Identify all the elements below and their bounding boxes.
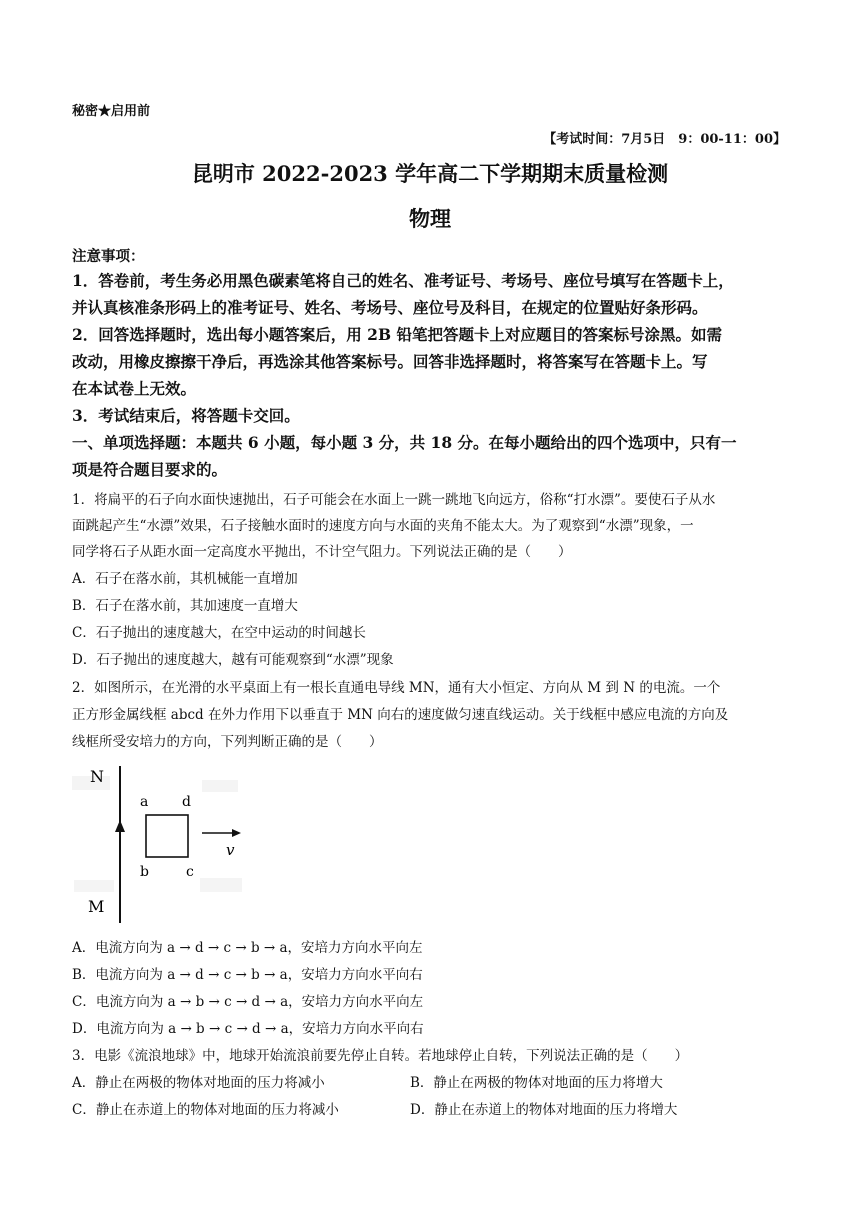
label-c: c xyxy=(186,864,194,880)
subject-title: 物理 xyxy=(409,206,451,231)
question-1-stem: 同学将石子从距水面一定高度水平抛出，不计空气阻力。下列说法正确的是（ ） xyxy=(72,544,572,560)
question-3-stem: 3．电影《流浪地球》中，地球开始流浪前要先停止自转。若地球停止自转，下列说法正确的是（ ） xyxy=(72,1048,689,1064)
question-2-option-c: C．电流方向为 a → b → c → d → a，安培力方向水平向左 xyxy=(72,994,424,1010)
velocity-arrow-icon xyxy=(232,829,241,837)
question-1-stem: 1．将扁平的石子向水面快速抛出，石子可能会在水面上一跳一跳地飞向远方，俗称“打水漂”。要使石子从水 xyxy=(72,492,716,508)
label-d: d xyxy=(182,794,191,810)
question-3-option-d: D．静止在赤道上的物体对地面的压力将增大 xyxy=(410,1102,678,1118)
question-2-option-b: B．电流方向为 a → d → c → b → a，安培力方向水平向右 xyxy=(72,967,423,983)
question-2-option-d: D．电流方向为 a → b → c → d → a，安培力方向水平向右 xyxy=(72,1021,424,1037)
question-3-option-c: C．静止在赤道上的物体对地面的压力将减小 xyxy=(72,1102,339,1118)
square-loop xyxy=(146,815,188,857)
wire-loop-figure xyxy=(60,758,260,928)
question-3-option-b: B．静止在两极的物体对地面的压力将增大 xyxy=(410,1075,663,1091)
label-m: M xyxy=(88,897,105,916)
question-1-option-c: C．石子抛出的速度越大，在空中运动的时间越长 xyxy=(72,625,366,641)
current-arrow-icon xyxy=(115,820,125,832)
notice-line: 1．答卷前，考生务必用黑色碳素笔将自己的姓名、准考证号、考场号、座位号填写在答题卡上， xyxy=(72,271,734,290)
question-2-stem: 线框所受安培力的方向，下列判断正确的是（ ） xyxy=(72,734,383,750)
label-b: b xyxy=(140,864,149,880)
question-1-option-a: A．石子在落水前，其机械能一直增加 xyxy=(72,571,298,587)
question-2-option-a: A．电流方向为 a → d → c → b → a，安培力方向水平向左 xyxy=(72,940,423,956)
label-a: a xyxy=(140,794,149,810)
notice-line: 并认真核准条形码上的准考证号、姓名、考场号、座位号及科目，在规定的位置贴好条形码。 xyxy=(72,298,708,317)
notice-line: 3．考试结束后，将答题卡交回。 xyxy=(72,406,300,425)
question-1-stem: 面跳起产生“水漂”效果，石子接触水面时的速度方向与水面的夹角不能太大。为了观察到“水漂”现象，一 xyxy=(72,518,694,534)
confidential-label: 秘密★启用前 xyxy=(72,104,151,119)
label-n: N xyxy=(90,767,104,786)
question-1-option-d: D．石子抛出的速度越大，越有可能观察到“水漂”现象 xyxy=(72,652,394,668)
section-heading: 一、单项选择题：本题共 6 小题，每小题 3 分，共 18 分。在每小题给出的四个选项中，只有一 xyxy=(72,433,737,452)
question-2-stem: 正方形金属线框 abcd 在外力作用下以垂直于 MN 向右的速度做匀速直线运动。关于线框中感应电流的方向及 xyxy=(72,707,729,723)
section-heading: 项是符合题目要求的。 xyxy=(72,460,228,479)
label-v: v xyxy=(226,841,235,859)
notice-line: 改动，用橡皮擦擦干净后，再选涂其他答案标号。回答非选择题时，将答案写在答题卡上。写 xyxy=(72,352,708,371)
notice-line: 2．回答选择题时，选出每小题答案后，用 2B 铅笔把答题卡上对应题目的答案标号涂黑。如需 xyxy=(72,325,722,344)
page-title: 昆明市 2022-2023 学年高二下学期期末质量检测 xyxy=(191,161,669,186)
notice-heading: 注意事项： xyxy=(72,248,145,265)
notice-line: 在本试卷上无效。 xyxy=(72,379,197,398)
question-2-stem: 2．如图所示，在光滑的水平桌面上有一根长直通电导线 MN，通有大小恒定、方向从 M 到 N 的电流。一个 xyxy=(72,680,721,696)
question-3-option-a: A．静止在两极的物体对地面的压力将减小 xyxy=(72,1075,325,1091)
question-1-option-b: B．石子在落水前，其加速度一直增大 xyxy=(72,598,298,614)
figure-noise xyxy=(72,776,242,892)
exam-time: 【考试时间：7月5日 9：00-11：00】 xyxy=(543,132,786,147)
